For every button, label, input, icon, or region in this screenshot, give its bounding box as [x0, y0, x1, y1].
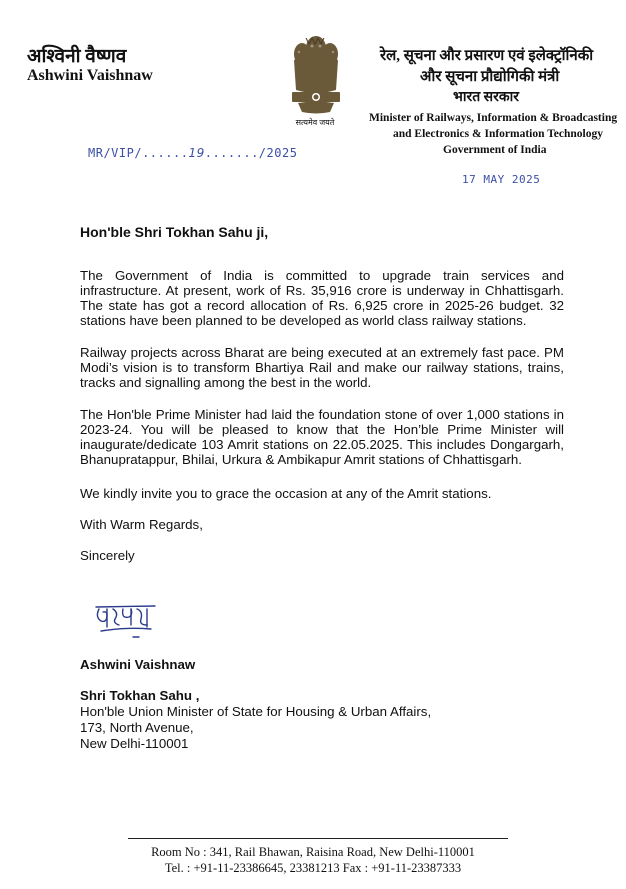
paragraph-4: We kindly invite you to grace the occasion at any of the Amrit stations. [80, 486, 492, 501]
addressee-name: Shri Tokhan Sahu , [80, 688, 200, 703]
ministry-title-english-line-1: Minister of Railways, Information & Broadcasting [369, 112, 618, 124]
sender-name-hindi: अश्विनी वैष्णव [27, 46, 127, 67]
signer-name: Ashwini Vaishnaw [80, 657, 196, 672]
emblem-motto: सत्यमेव जयते [295, 118, 335, 127]
sender-name-english: Ashwini Vaishnaw [27, 67, 153, 84]
ministry-title-english-line-2: and Electronics & Information Technology [393, 128, 603, 140]
ministry-title-hindi-line-1: रेल, सूचना और प्रसारण एवं इलेक्ट्रॉनिकी [380, 48, 594, 64]
reference-handwritten-number: 19 [188, 146, 205, 160]
sign-off: Sincerely [80, 548, 135, 563]
paragraph-3: The Hon'ble Prime Minister had laid the foundation stone of over 1,000 stations in 2023-24. You will be pleased to know that the Hon’ble Prime Minister will inaugurate/dedicate 103 Amrit stations on 22.05.2025. This includes Dongargarh, Bhanupratappur, Bhilai, Urkura & Ambikapur Amrit stations of Chhattisgarh. [80, 407, 564, 467]
footer-contact: Tel. : +91-11-23386645, 23381213 Fax : +91-11-23387333 [164, 861, 462, 875]
footer-divider [128, 838, 508, 839]
salutation: Hon'ble Shri Tokhan Sahu ji, [80, 224, 269, 240]
handwritten-signature [93, 597, 163, 643]
date-stamp: 17 MAY 2025 [462, 173, 541, 186]
reference-suffix: /2025 [258, 146, 298, 160]
addressee-designation: Hon'ble Union Minister of State for Housing & Urban Affairs, [80, 704, 432, 719]
addressee-street: 173, North Avenue, [80, 720, 194, 735]
reference-dots-after: ....... [204, 146, 259, 160]
ministry-title-english-line-3: Government of India [443, 144, 547, 156]
reference-prefix: MR/VIP/ [88, 146, 143, 160]
reference-dots-before: ...... [142, 146, 189, 160]
addressee-city: New Delhi-110001 [80, 736, 189, 751]
closing: With Warm Regards, [80, 517, 203, 532]
ministry-title-hindi-line-3: भारत सरकार [453, 90, 519, 105]
footer-address: Room No : 341, Rail Bhawan, Raisina Road, New Delhi-110001 [151, 845, 475, 859]
reference-number [88, 146, 297, 160]
paragraph-2: Railway projects across Bharat are being executed at an extremely fast pace. PM Modi’s vision is to transform Bhartiya Rail and make our railway stations, trains, tracks and signalling among the best in the world. [80, 345, 564, 390]
paragraph-1: The Government of India is committed to upgrade train services and infrastructure. At present, work of Rs. 35,916 crore is underway in Chhattisgarh. The state has got a record allocation of Rs. 6,925 crore in 2025-26 budget. 32 stations have been planned to be developed as world class railway stations. [80, 268, 564, 328]
ministry-title-hindi-line-2: और सूचना प्रौद्योगिकी मंत्री [420, 69, 560, 85]
